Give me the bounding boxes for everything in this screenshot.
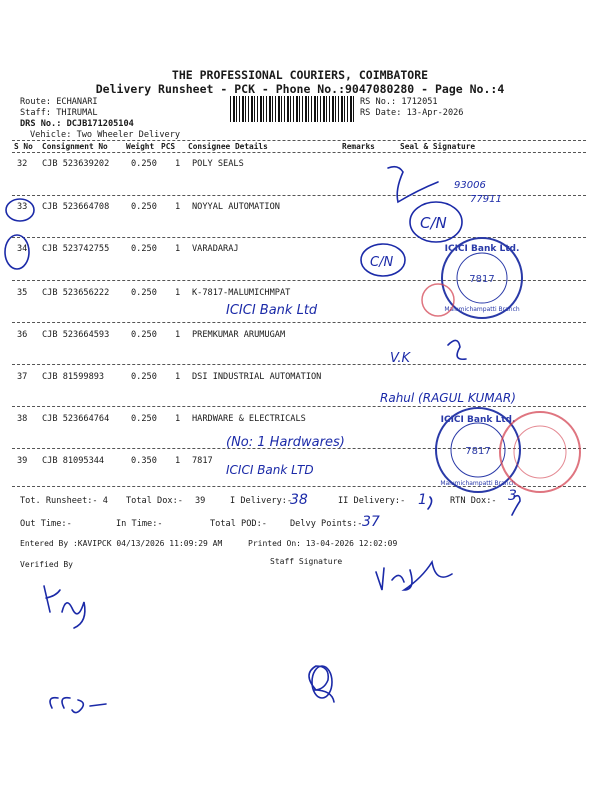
row-pcs: 1 xyxy=(175,244,181,254)
row-consignment: CJB 523664764 xyxy=(42,414,110,424)
row-consignment: CJB 523664708 xyxy=(42,202,110,212)
row-consignment: CJB 81095344 xyxy=(42,456,105,466)
row-sno: 39 xyxy=(17,456,28,466)
row-consignee: HARDWARE & ELECTRICALS xyxy=(192,414,306,424)
row-weight: 0.250 xyxy=(131,159,157,169)
row-weight: 0.250 xyxy=(131,414,157,424)
col-weight: Weight xyxy=(126,142,155,151)
row-pcs: 1 xyxy=(175,288,181,298)
row-sno: 38 xyxy=(17,414,28,424)
rs-date: RS Date: 13-Apr-2026 xyxy=(360,108,464,118)
row-weight: 0.250 xyxy=(131,202,157,212)
row-pcs: 1 xyxy=(175,372,181,382)
ii-delivery-label: II Delivery:- xyxy=(338,496,406,506)
col-remarks: Remarks xyxy=(342,142,375,151)
row-consignee: K-7817-MALUMICHMPAT xyxy=(192,288,291,298)
row-sno: 35 xyxy=(17,288,28,298)
row-consignee: PREMKUMAR ARUMUGAM xyxy=(192,330,286,340)
rs-number: RS No.: 1712051 xyxy=(360,97,438,107)
tot-runsheet: Tot. Runsheet:- 4 xyxy=(20,496,108,506)
row-sno: 34 xyxy=(17,244,28,254)
row-consignment: CJB 523664593 xyxy=(42,330,110,340)
stamp-bank: ICICI Bank Ltd. xyxy=(444,244,520,254)
rtn-dox-label: RTN Dox:- xyxy=(450,496,497,506)
row-weight: 0.350 xyxy=(131,456,157,466)
bank-stamp xyxy=(436,408,520,492)
row-pcs: 1 xyxy=(175,159,181,169)
row-weight: 0.250 xyxy=(131,372,157,382)
handwritten-icici: ICICI Bank LTD xyxy=(226,463,314,477)
drs-number: DRS No.: DCJB171205104 xyxy=(20,119,134,129)
handwritten-cn: C/N xyxy=(420,214,447,232)
verified-by: Verified By xyxy=(20,560,73,569)
col-sno: S No xyxy=(14,142,33,151)
red-stamp xyxy=(500,412,580,492)
total-pod: Total POD:- xyxy=(210,519,267,529)
handwritten-icici: ICICI Bank Ltd xyxy=(226,303,318,318)
row-sno: 37 xyxy=(17,372,28,382)
row-pcs: 1 xyxy=(175,202,181,212)
i-delivery-label: I Delivery:- xyxy=(230,496,293,506)
delvy-points: Delvy Points:- xyxy=(290,519,363,529)
handwritten-rahul: Rahul (RAGUL KUMAR) xyxy=(380,391,516,405)
col-seal-signature: Seal & Signature xyxy=(400,142,476,151)
stamp-code: 7817 xyxy=(469,274,495,285)
row-consignee: NOYYAL AUTOMATION xyxy=(192,202,280,212)
bank-stamp xyxy=(442,238,522,318)
staff: Staff: THIRUMAL xyxy=(20,108,98,118)
row-consignment: CJB 523656222 xyxy=(42,288,110,298)
out-time: Out Time:- xyxy=(20,519,72,529)
total-dox-label: Total Dox:- xyxy=(126,496,183,506)
row-consignment: CJB 523639202 xyxy=(42,159,110,169)
handwritten-phone: 93006 xyxy=(454,180,486,191)
printed-on: Printed On: 13-04-2026 12:02:09 xyxy=(248,539,398,548)
handwritten-note: (No: 1 Hardwares) xyxy=(226,435,345,450)
stamp-code: 7817 xyxy=(465,446,491,457)
staff-signature-label: Staff Signature xyxy=(270,557,343,566)
row-pcs: 1 xyxy=(175,330,181,340)
route: Route: ECHANARI xyxy=(20,97,98,107)
row-pcs: 1 xyxy=(175,456,181,466)
handwritten-rtn: 3 xyxy=(508,488,517,504)
row-weight: 0.250 xyxy=(131,288,157,298)
col-pcs: PCS xyxy=(161,142,176,151)
company-title: THE PROFESSIONAL COURIERS, COIMBATORE xyxy=(171,68,429,82)
vehicle: Vehicle: Two Wheeler Delivery xyxy=(30,130,181,140)
row-consignment: CJB 523742755 xyxy=(42,244,110,254)
runsheet-subtitle: Delivery Runsheet - PCK - Phone No.:9047080280 - Page No.:4 xyxy=(95,82,505,96)
handwritten-phone-2: 77911 xyxy=(470,194,502,205)
handwritten-delvy-points: 37 xyxy=(362,514,380,530)
handwritten-ii-delivery: 1 xyxy=(418,492,427,508)
stamp-branch: Malumichampatti Branch xyxy=(444,306,520,313)
row-consignee: DSI INDUSTRIAL AUTOMATION xyxy=(192,372,322,382)
handwritten-cn: C/N xyxy=(370,255,394,270)
row-consignment: CJB 81599893 xyxy=(42,372,105,382)
stamp-bank: ICICI Bank Ltd. xyxy=(440,415,516,425)
in-time: In Time:- xyxy=(116,519,163,529)
handwritten-vk: V.K xyxy=(390,351,411,366)
stamp-branch: Malumichampatti Branch xyxy=(440,480,516,487)
row-sno: 36 xyxy=(17,330,28,340)
entered-by: Entered By :KAVIPCK 04/13/2026 11:09:29 AM xyxy=(20,539,223,548)
row-consignee: VARADARAJ xyxy=(192,244,239,254)
row-pcs: 1 xyxy=(175,414,181,424)
row-sno: 33 xyxy=(17,202,28,212)
row-consignee: 7817 xyxy=(192,456,213,466)
col-consignment: Consignment No xyxy=(42,142,108,151)
col-consignee: Consignee Details xyxy=(188,142,268,151)
row-consignee: POLY SEALS xyxy=(192,159,244,169)
row-weight: 0.250 xyxy=(131,244,157,254)
row-weight: 0.250 xyxy=(131,330,157,340)
total-dox-value: 39 xyxy=(195,496,206,506)
row-sno: 32 xyxy=(17,159,28,169)
handwritten-i-delivery: 38 xyxy=(290,492,308,508)
